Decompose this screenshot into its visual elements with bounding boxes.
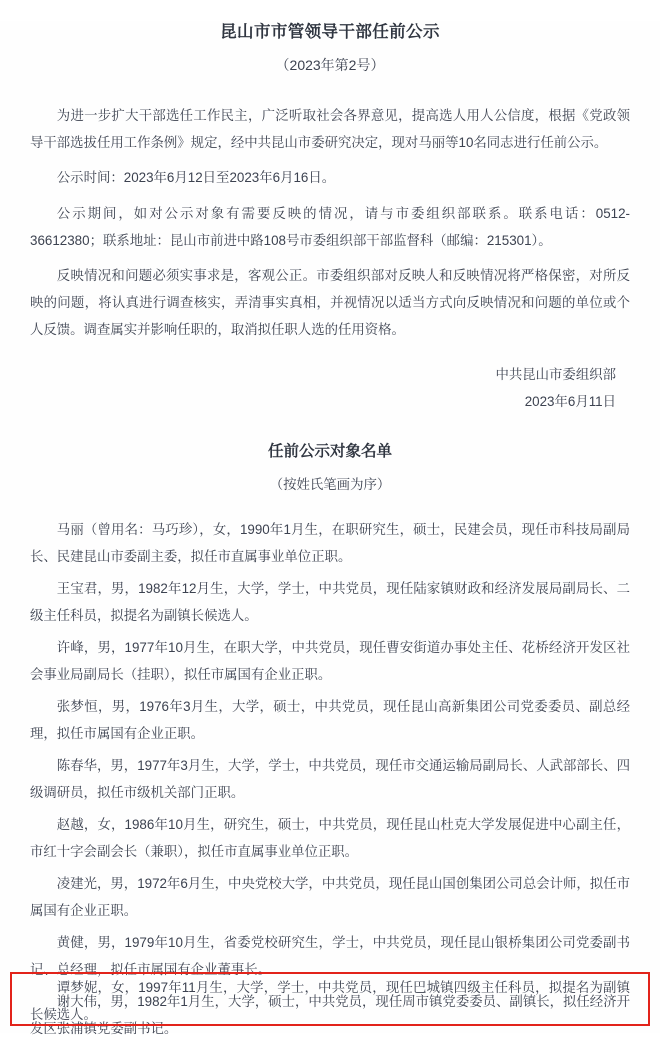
document-page [0,21,660,1036]
notice-paragraph: 反映情况和问题必须实事求是，客观公正。市委组织部对反映人和反映情况将严格保密，对所反映的问题，将认真进行调查核实，弄清事实真相，并视情况以适当方式向反映情况和问题的单位或个人反馈。调查属实并影响任职的，取消拟任职人选的任用资格。 [30,268,630,338]
list-item: 黄健，男，1979年10月生，省委党校研究生，学士，中共党员，现任昆山银桥集团公司党委副书记、总经理，拟任市属国有企业董事长。 [30,934,630,977]
list-item: 马丽（曾用名：马巧珍），女，1990年1月生，在职研究生，硕士，民建会员，现任市科技局副局长、民建昆山市委副主委，拟任市直属事业单位正职。 [30,521,630,564]
highlighted-list-item: 谭梦妮，女，1997年11月生，大学，学士，中共党员，现任巴城镇四级主任科员，拟提名为副镇长候选人。 [30,980,630,1022]
notice-paragraph: 为进一步扩大干部选任工作民主，广泛听取社会各界意见，提高选人用人公信度，根据《党政领导干部选拔任用工作条例》规定，经中共昆山市委研究决定，现对马丽等10名同志进行任前公示。 [30,107,630,150]
notice-paragraph: 公示期间，如对公示对象有需要反映的情况，请与市委组织部联系。联系电话：0512-36612380；联系地址：昆山市前进中路108号市委组织部干部监督科（邮编：215301）。 [30,205,630,248]
notice-body [0,102,660,344]
document-number: （2023年第2号） [275,57,385,74]
list-item: 许峰，男，1977年10月生，在职大学，中共党员，现任曹安街道办事处主任、花桥经济开发区社会事业局副局长（挂职），拟任市属国有企业正职。 [30,639,630,682]
candidate-list [0,516,660,1042]
list-item: 王宝君，男，1982年12月生，大学，学士，中共党员，现任陆家镇财政和经济发展局副局长、二级主任科员，拟提名为副镇长候选人。 [30,580,630,623]
signature-organization: 中共昆山市委组织部 [495,367,616,383]
list-item: 张梦恒，男，1976年3月生，大学，硕士，中共党员，现任昆山高新集团公司党委委员、副总经理，拟任市属国有企业正职。 [30,698,630,741]
list-item: 赵越，女，1986年10月生，研究生，硕士，中共党员，现任昆山杜克大学发展促进中心副主任，市红十字会副会长（兼职），拟任市直属事业单位正职。 [30,816,630,859]
list-section-subheading: （按姓氏笔画为序） [269,476,391,492]
list-section-heading: 任前公示对象名单 [267,443,392,461]
signature-block [0,361,660,415]
list-item: 谢大伟，男，1982年1月生，大学，硕士，中共党员，现任周市镇党委委员、副镇长，拟任经济开发区张浦镇党委副书记。 [30,993,630,1036]
page-title: 昆山市市管领导干部任前公示 [220,23,440,41]
notice-paragraph: 公示时间：2023年6月12日至2023年6月16日。 [56,170,336,186]
signature-date: 2023年6月11日 [524,394,616,410]
list-item: 凌建光，男，1972年6月生，中央党校大学，中共党员，现任昆山国创集团公司总会计师，拟任市属国有企业正职。 [30,875,630,918]
list-item: 陈春华，男，1977年3月生，大学，学士，中共党员，现任市交通运输局副局长、人武部部长、四级调研员，拟任市级机关部门正职。 [30,757,630,800]
